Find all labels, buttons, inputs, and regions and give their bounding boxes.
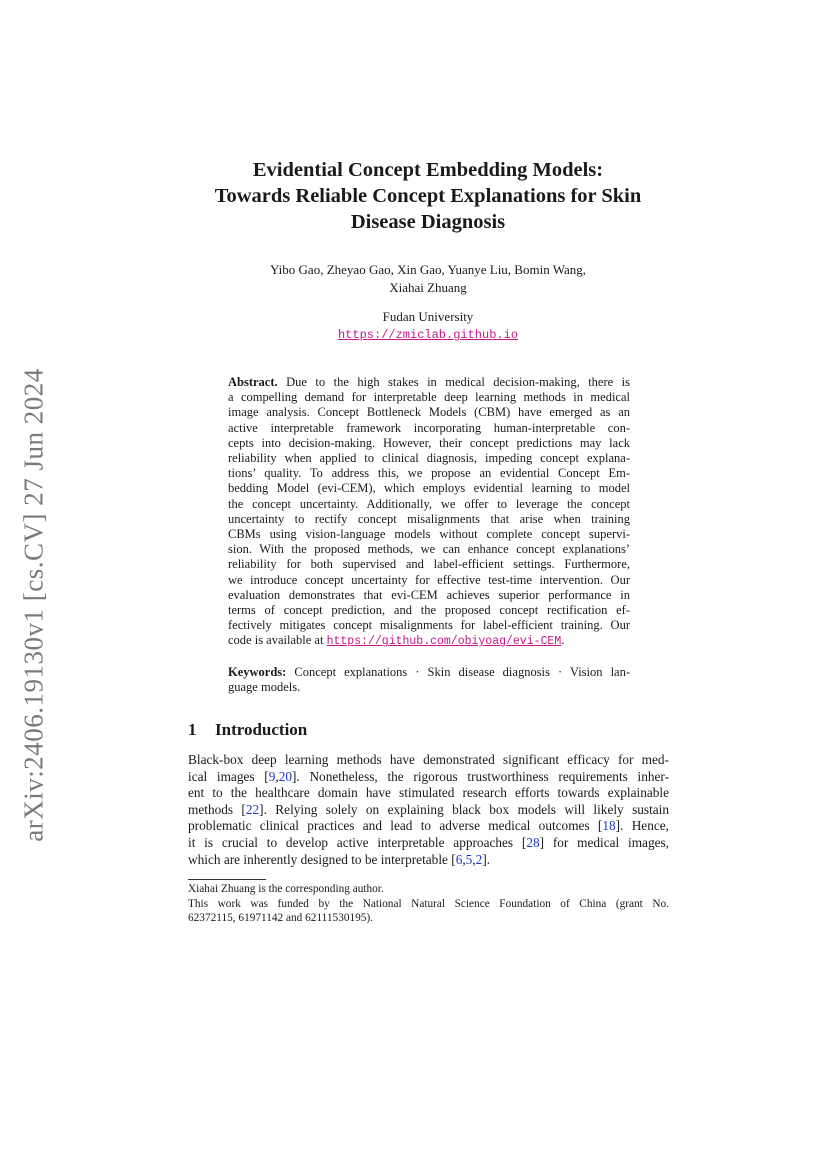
body-text: , (472, 851, 476, 867)
section-number: 1 (188, 720, 197, 739)
abstract-line: uncertainty to rectify concept misalignments that arise when training (228, 511, 630, 526)
body-text: ]. Nonetheless, the rigorous trustworthiness requirements inher- (291, 768, 669, 784)
abstract-line: image analysis. Concept Bottleneck Models (CBM) have emerged as an (228, 405, 630, 420)
body-line (188, 769, 669, 786)
body-text: which are inherently designed to be interpretable [ (188, 851, 456, 867)
body-line (188, 835, 669, 852)
abstract-line: tions’ quality. To address this, we propose an evidential Concept Em- (228, 466, 630, 481)
arxiv-identifier-text: arXiv:2406.19130v1 [cs.CV] 27 Jun 2024 (18, 368, 49, 842)
citation-link[interactable]: 18 (602, 818, 616, 834)
footnote-corresponding: Xiahai Zhuang is the corresponding author. (188, 883, 384, 895)
code-url-link[interactable]: https://github.com/obiyoag/evi-CEM (326, 635, 562, 649)
keywords-line: guage models. (228, 680, 301, 695)
arxiv-side-identifier (12, 355, 56, 855)
body-line (188, 852, 669, 869)
abstract-line: CBMs using vision-language models without complete concept supervi- (228, 527, 630, 542)
title-line: Towards Reliable Concept Explanations for Skin (214, 185, 642, 207)
footnote-funding: 62372115, 61971142 and 62111530195). (188, 912, 374, 924)
keywords-line (228, 665, 630, 680)
footnotes (188, 882, 669, 926)
keywords-label: Keywords: (228, 665, 287, 679)
abstract-line: bedding Model (evi-CEM), which employs evidential learning to model (228, 481, 630, 496)
abstract-line (228, 633, 630, 649)
introduction-paragraph (188, 752, 669, 868)
abstract-text: Due to the high stakes in medical decision-making, there is (286, 375, 631, 389)
body-text: methods [ (188, 801, 246, 817)
abstract-label: Abstract. (228, 375, 278, 389)
body-line: ent to the healthcare domain have stimulated research efforts towards explainable (188, 785, 669, 801)
citation-link[interactable]: 2 (475, 851, 483, 867)
author-line: Yibo Gao, Zheyao Gao, Xin Gao, Yuanye Liu, Bomin Wang, (270, 262, 586, 277)
body-text: ]. Relying solely on explaining black box models will likely sustain (259, 801, 670, 817)
affiliation (250, 308, 606, 344)
abstract-line: terms of concept prediction, and the proposed concept rectification ef- (228, 603, 630, 618)
abstract-line: fectively mitigates concept misalignments for label-efficient training. Our (228, 618, 630, 633)
lab-url-link[interactable]: https://zmiclab.github.io (337, 328, 519, 342)
section-heading (188, 720, 307, 740)
title-line: Disease Diagnosis (350, 211, 506, 233)
body-line (188, 802, 669, 819)
body-line (188, 818, 669, 835)
body-line: Black-box deep learning methods have demonstrated significant efficacy for med- (188, 752, 669, 767)
abstract-line: reliability for both supervised and label-efficient settings. Furthermore, (228, 557, 630, 572)
body-text: ]. (482, 851, 491, 867)
citation-link[interactable]: 28 (526, 834, 540, 850)
abstract-line: sion. With the proposed methods, we can enhance concept explanations’ (228, 542, 630, 557)
citation-link[interactable]: 5 (465, 851, 473, 867)
abstract-line: reliability when applied to clinical diagnosis, impeding concept explana- (228, 451, 630, 466)
body-text: ical images [ (188, 768, 269, 784)
keywords-text: Concept explanations · Skin disease diagnosis · Vision lan- (294, 665, 631, 679)
body-text: it is crucial to develop active interpretable approaches [ (188, 834, 527, 850)
abstract-text: code is available at (228, 633, 324, 648)
abstract-text: . (561, 633, 565, 648)
abstract-line: cepts into decision-making. However, their concept predictions may lack (228, 435, 630, 450)
citation-link[interactable]: 22 (245, 801, 260, 817)
paper-title (150, 157, 706, 235)
citation-link[interactable]: 9 (268, 768, 276, 784)
footnote-rule (188, 879, 266, 880)
abstract-line: active interpretable framework incorporating human-interpretable con- (228, 420, 630, 435)
author-line: Xiahai Zhuang (389, 280, 467, 295)
body-text: ]. Hence, (615, 818, 669, 834)
institution-name: Fudan University (382, 309, 474, 324)
body-text: , (462, 851, 466, 867)
body-text: , (275, 768, 279, 784)
body-text: problematic clinical practices and lead to adverse medical outcomes [ (188, 818, 603, 834)
abstract-line: we introduce concept uncertainty for effective test-time intervention. Our (228, 572, 630, 587)
abstract-line: a compelling demand for interpretable deep learning methods in medical (228, 390, 630, 405)
citation-link[interactable]: 20 (278, 768, 292, 784)
author-list (200, 261, 656, 297)
section-title: Introduction (215, 720, 308, 739)
title-line: Evidential Concept Embedding Models: (252, 159, 604, 181)
footnote-funding: This work was funded by the National Natural Science Foundation of China (grant No. (188, 897, 669, 910)
abstract (228, 375, 630, 650)
abstract-line (228, 375, 630, 390)
body-text: ] for medical images, (539, 834, 669, 850)
abstract-line: evaluation demonstrates that evi-CEM achieves superior performance in (228, 587, 630, 602)
citation-link[interactable]: 6 (455, 851, 463, 867)
keywords (228, 665, 630, 695)
abstract-line: the concept uncertainty. Additionally, we offer to leverage the concept (228, 496, 630, 511)
